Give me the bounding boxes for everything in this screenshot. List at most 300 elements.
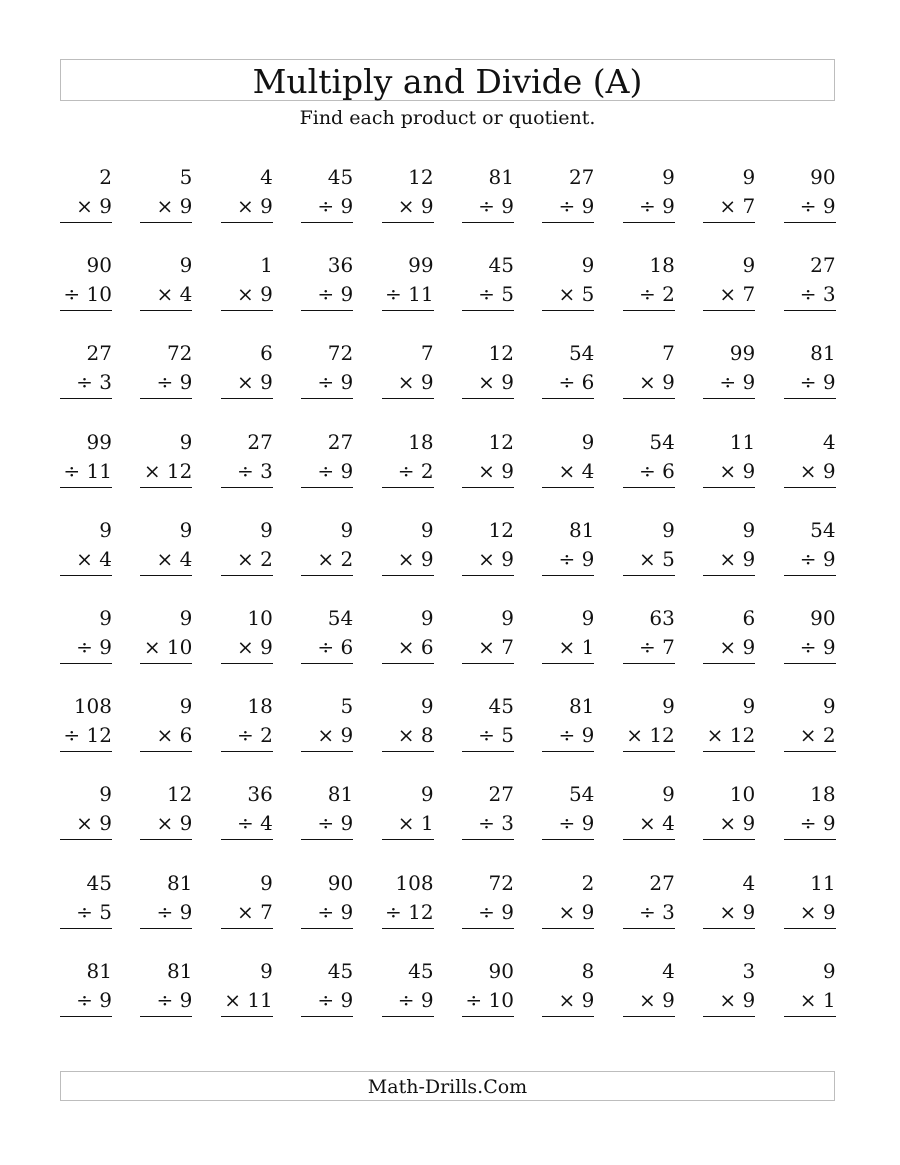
- problem-operator-operand: × 9: [76, 194, 112, 218]
- answer-line: [703, 1016, 755, 1017]
- problem-operand-top: 11: [729, 429, 756, 454]
- answer-line: [462, 1016, 514, 1017]
- math-problem: [623, 341, 675, 401]
- problem-operator-operand: × 2: [317, 546, 354, 571]
- math-problem: [784, 782, 836, 842]
- math-problem: [382, 959, 434, 1019]
- answer-line: [623, 751, 675, 752]
- math-problem: [542, 341, 594, 401]
- problem-operator-operand: × 9: [719, 635, 756, 659]
- problem-operator-operand: × 9: [236, 194, 273, 218]
- problem-operand-top: 6: [260, 341, 273, 366]
- answer-line: [703, 398, 755, 399]
- math-problem: [301, 871, 353, 931]
- math-problem: [140, 606, 192, 666]
- problem-operand-top: 72: [488, 870, 514, 895]
- answer-line: [703, 839, 755, 840]
- math-problem: [784, 341, 836, 401]
- problem-operand-top: 99: [729, 341, 756, 366]
- problem-operator-operand: ÷ 5: [478, 282, 514, 307]
- math-problem: [623, 430, 675, 490]
- problem-operator-operand: × 9: [638, 987, 675, 1012]
- math-problem: [60, 165, 112, 225]
- answer-line: [60, 310, 112, 311]
- answer-line: [703, 928, 755, 929]
- math-problem: [382, 518, 434, 578]
- problem-operator-operand: × 8: [397, 723, 434, 748]
- math-problem: [703, 253, 755, 313]
- problem-operator-operand: × 2: [236, 546, 273, 571]
- problem-operator-operand: ÷ 9: [799, 811, 836, 836]
- problem-operand-top: 36: [327, 253, 354, 278]
- problem-operator-operand: ÷ 9: [156, 987, 193, 1012]
- answer-line: [784, 575, 836, 576]
- answer-line: [542, 663, 594, 664]
- problem-operand-top: 5: [340, 694, 354, 719]
- problem-operator-operand: × 11: [224, 987, 273, 1012]
- math-problem: [784, 871, 836, 931]
- problem-operator-operand: × 5: [638, 546, 675, 571]
- problem-operator-operand: ÷ 9: [76, 987, 112, 1012]
- math-problem: [60, 341, 112, 401]
- answer-line: [60, 398, 112, 399]
- problem-operator-operand: ÷ 9: [317, 194, 354, 218]
- problem-operator-operand: ÷ 12: [385, 899, 434, 924]
- math-problem: [221, 606, 273, 666]
- math-problem: [542, 959, 594, 1019]
- math-problem: [703, 165, 755, 225]
- answer-line: [382, 310, 434, 311]
- answer-line: [301, 222, 353, 223]
- answer-line: [382, 928, 434, 929]
- math-problem: [462, 430, 514, 490]
- answer-line: [60, 575, 112, 576]
- problem-operand-top: 45: [408, 958, 434, 983]
- problem-operator-operand: × 7: [719, 194, 756, 218]
- answer-line: [462, 839, 514, 840]
- math-problem: [784, 430, 836, 490]
- answer-line: [382, 487, 434, 488]
- answer-line: [382, 222, 434, 223]
- problem-operand-top: 9: [179, 517, 193, 542]
- answer-line: [703, 663, 755, 664]
- problem-operator-operand: × 12: [626, 723, 675, 748]
- answer-line: [140, 663, 192, 664]
- answer-line: [784, 398, 836, 399]
- problem-operator-operand: × 9: [76, 811, 112, 836]
- problem-operator-operand: × 9: [156, 811, 193, 836]
- problem-operator-operand: ÷ 9: [76, 635, 112, 659]
- answer-line: [60, 1016, 112, 1017]
- problem-operator-operand: ÷ 9: [397, 987, 434, 1012]
- problem-operand-top: 12: [408, 165, 434, 189]
- problem-operator-operand: ÷ 9: [317, 282, 354, 307]
- answer-line: [382, 839, 434, 840]
- math-problem: [462, 341, 514, 401]
- problem-operand-top: 36: [247, 782, 273, 807]
- answer-line: [623, 1016, 675, 1017]
- problem-operator-operand: × 9: [397, 194, 434, 218]
- problem-operand-top: 2: [581, 870, 595, 895]
- problem-operand-top: 8: [581, 958, 595, 983]
- problem-operand-top: 45: [327, 958, 354, 983]
- problem-operand-top: 108: [73, 694, 112, 719]
- problem-operator-operand: ÷ 9: [799, 635, 836, 659]
- math-problem: [140, 871, 192, 931]
- math-problem: [60, 430, 112, 490]
- answer-line: [60, 487, 112, 488]
- problem-operand-top: 99: [408, 253, 434, 278]
- math-problem: [703, 782, 755, 842]
- math-problem: [140, 165, 192, 225]
- problem-operator-operand: ÷ 2: [236, 723, 273, 748]
- problem-operand-top: 18: [247, 694, 273, 719]
- problem-operand-top: 9: [662, 165, 675, 189]
- answer-line: [542, 222, 594, 223]
- math-problem: [221, 518, 273, 578]
- answer-line: [462, 663, 514, 664]
- problem-operator-operand: ÷ 3: [76, 370, 112, 395]
- answer-line: [703, 487, 755, 488]
- problem-operator-operand: × 4: [638, 811, 675, 836]
- problem-operator-operand: × 9: [799, 458, 836, 483]
- problem-operand-top: 11: [810, 870, 836, 895]
- problem-operand-top: 81: [568, 694, 595, 719]
- problem-operand-top: 27: [488, 782, 514, 807]
- problem-operand-top: 9: [260, 870, 273, 895]
- problem-operand-top: 72: [327, 341, 354, 366]
- problem-operator-operand: ÷ 9: [719, 370, 756, 395]
- problem-operand-top: 45: [488, 694, 514, 719]
- problem-operand-top: 54: [568, 341, 595, 366]
- math-problem: [623, 518, 675, 578]
- problem-operand-top: 9: [340, 517, 354, 542]
- problem-operator-operand: ÷ 11: [385, 282, 434, 307]
- problem-operand-top: 9: [662, 694, 675, 719]
- math-problem: [60, 871, 112, 931]
- problem-operator-operand: ÷ 3: [478, 811, 514, 836]
- math-problem: [542, 694, 594, 754]
- answer-line: [60, 663, 112, 664]
- problem-operator-operand: ÷ 9: [478, 899, 514, 924]
- math-problem: [60, 606, 112, 666]
- problem-operand-top: 9: [420, 517, 434, 542]
- problem-operand-top: 1: [260, 253, 273, 278]
- problem-operator-operand: ÷ 9: [317, 811, 354, 836]
- problem-operand-top: 90: [327, 870, 354, 895]
- problem-operand-top: 81: [166, 870, 193, 895]
- answer-line: [221, 398, 273, 399]
- answer-line: [140, 1016, 192, 1017]
- problem-operand-top: 90: [810, 165, 836, 189]
- math-problem: [140, 430, 192, 490]
- problem-operator-operand: ÷ 9: [317, 370, 354, 395]
- problem-operator-operand: × 6: [156, 723, 193, 748]
- math-problem: [301, 694, 353, 754]
- math-problem: [301, 253, 353, 313]
- math-problem: [382, 165, 434, 225]
- answer-line: [140, 398, 192, 399]
- problem-operand-top: 27: [649, 870, 675, 895]
- problem-operand-top: 54: [568, 782, 595, 807]
- problem-operand-top: 108: [395, 870, 434, 895]
- problem-operator-operand: × 4: [76, 546, 112, 571]
- answer-line: [221, 487, 273, 488]
- math-problem: [301, 165, 353, 225]
- problem-operator-operand: ÷ 5: [76, 899, 112, 924]
- problem-operator-operand: × 6: [397, 635, 434, 659]
- problem-operator-operand: × 9: [719, 899, 756, 924]
- math-problem: [784, 959, 836, 1019]
- problem-operator-operand: ÷ 2: [638, 282, 675, 307]
- answer-line: [382, 1016, 434, 1017]
- problem-operator-operand: ÷ 10: [465, 987, 514, 1012]
- answer-line: [140, 575, 192, 576]
- problem-operator-operand: × 9: [558, 899, 595, 924]
- problem-operator-operand: ÷ 9: [558, 811, 595, 836]
- math-problem: [542, 253, 594, 313]
- problem-operand-top: 18: [408, 429, 434, 454]
- problem-operand-top: 81: [86, 958, 112, 983]
- answer-line: [221, 928, 273, 929]
- math-problem: [221, 959, 273, 1019]
- problem-operand-top: 4: [822, 429, 836, 454]
- math-problem: [60, 518, 112, 578]
- math-problem: [462, 694, 514, 754]
- math-problem: [703, 694, 755, 754]
- problem-operand-top: 27: [86, 341, 112, 366]
- answer-line: [221, 751, 273, 752]
- math-problem: [542, 518, 594, 578]
- answer-line: [301, 839, 353, 840]
- problem-operator-operand: ÷ 9: [317, 899, 354, 924]
- answer-line: [462, 310, 514, 311]
- problem-operand-top: 9: [822, 958, 836, 983]
- math-problem: [703, 871, 755, 931]
- problem-operand-top: 9: [581, 253, 595, 278]
- answer-line: [623, 487, 675, 488]
- math-problem: [784, 253, 836, 313]
- problem-operand-top: 6: [742, 606, 756, 630]
- answer-line: [301, 398, 353, 399]
- problem-operand-top: 9: [179, 429, 193, 454]
- problem-operand-top: 45: [327, 165, 354, 189]
- problem-operand-top: 2: [99, 165, 112, 189]
- problem-operand-top: 9: [179, 253, 193, 278]
- answer-line: [542, 487, 594, 488]
- problem-operator-operand: ÷ 9: [558, 546, 595, 571]
- problem-operand-top: 9: [742, 253, 756, 278]
- math-problem: [60, 694, 112, 754]
- math-problem: [623, 694, 675, 754]
- problem-operand-top: 9: [742, 517, 756, 542]
- math-problem: [703, 430, 755, 490]
- answer-line: [140, 751, 192, 752]
- math-problem: [703, 518, 755, 578]
- answer-line: [140, 487, 192, 488]
- problem-operator-operand: × 4: [156, 546, 193, 571]
- math-problem: [623, 606, 675, 666]
- answer-line: [623, 575, 675, 576]
- answer-line: [462, 398, 514, 399]
- answer-line: [623, 928, 675, 929]
- answer-line: [542, 839, 594, 840]
- problem-operand-top: 9: [420, 694, 434, 719]
- problem-operator-operand: × 9: [478, 370, 514, 395]
- problem-operator-operand: ÷ 6: [558, 370, 595, 395]
- problem-operator-operand: × 9: [719, 546, 756, 571]
- answer-line: [703, 222, 755, 223]
- problem-operand-top: 9: [742, 165, 756, 189]
- answer-line: [703, 310, 755, 311]
- problem-operator-operand: ÷ 9: [558, 723, 595, 748]
- answer-line: [623, 663, 675, 664]
- math-problem: [623, 253, 675, 313]
- problem-operand-top: 90: [810, 606, 836, 630]
- problem-operator-operand: ÷ 7: [638, 635, 675, 659]
- problem-operand-top: 45: [488, 253, 514, 278]
- math-problem: [784, 518, 836, 578]
- problem-operator-operand: × 7: [236, 899, 273, 924]
- problem-operand-top: 9: [99, 517, 112, 542]
- problem-operand-top: 9: [662, 517, 675, 542]
- answer-line: [221, 310, 273, 311]
- answer-line: [301, 663, 353, 664]
- problem-operand-top: 27: [327, 429, 354, 454]
- math-problem: [140, 341, 192, 401]
- math-problem: [382, 341, 434, 401]
- problem-operator-operand: ÷ 3: [799, 282, 836, 307]
- problem-operator-operand: × 1: [799, 987, 836, 1012]
- problem-operand-top: 81: [327, 782, 354, 807]
- problem-operator-operand: × 9: [638, 370, 675, 395]
- math-problem: [301, 959, 353, 1019]
- problem-operand-top: 63: [649, 606, 675, 630]
- math-problem: [301, 430, 353, 490]
- answer-line: [301, 751, 353, 752]
- problem-operand-top: 54: [327, 606, 354, 630]
- answer-line: [301, 928, 353, 929]
- math-problem: [301, 782, 353, 842]
- answer-line: [382, 663, 434, 664]
- problem-operator-operand: × 7: [478, 635, 514, 659]
- answer-line: [301, 575, 353, 576]
- math-problem: [140, 782, 192, 842]
- answer-line: [60, 751, 112, 752]
- math-problem: [462, 606, 514, 666]
- problem-operand-top: 27: [247, 429, 273, 454]
- math-problem: [784, 606, 836, 666]
- answer-line: [140, 310, 192, 311]
- problem-operand-top: 9: [662, 782, 675, 807]
- answer-line: [784, 222, 836, 223]
- problem-operator-operand: ÷ 6: [317, 635, 354, 659]
- problem-operator-operand: × 9: [317, 723, 354, 748]
- problem-operator-operand: × 9: [397, 370, 434, 395]
- math-problem: [462, 959, 514, 1019]
- math-problem: [542, 606, 594, 666]
- problem-operator-operand: × 9: [236, 282, 273, 307]
- problem-operand-top: 90: [86, 253, 112, 278]
- math-problem: [382, 430, 434, 490]
- problem-operator-operand: × 1: [558, 635, 595, 659]
- problem-operand-top: 9: [420, 782, 434, 807]
- math-problem: [221, 165, 273, 225]
- answer-line: [542, 398, 594, 399]
- math-problem: [221, 694, 273, 754]
- problem-operand-top: 54: [810, 517, 836, 542]
- answer-line: [221, 1016, 273, 1017]
- problem-operator-operand: × 9: [799, 899, 836, 924]
- answer-line: [542, 575, 594, 576]
- problem-operand-top: 12: [488, 341, 514, 366]
- math-problem: [301, 606, 353, 666]
- math-problem: [221, 253, 273, 313]
- math-problem: [703, 959, 755, 1019]
- answer-line: [623, 398, 675, 399]
- math-problem: [221, 782, 273, 842]
- answer-line: [784, 751, 836, 752]
- problem-operator-operand: × 4: [156, 282, 193, 307]
- problem-operand-top: 12: [166, 782, 193, 807]
- math-problem: [221, 430, 273, 490]
- answer-line: [784, 928, 836, 929]
- answer-line: [221, 575, 273, 576]
- problem-operator-operand: ÷ 10: [63, 282, 112, 307]
- problem-operand-top: 10: [729, 782, 756, 807]
- problem-operator-operand: × 9: [719, 811, 756, 836]
- problem-operator-operand: × 5: [558, 282, 595, 307]
- answer-line: [301, 310, 353, 311]
- problem-operand-top: 81: [166, 958, 193, 983]
- math-problem: [221, 341, 273, 401]
- answer-line: [784, 310, 836, 311]
- problem-operator-operand: ÷ 3: [236, 458, 273, 483]
- problem-operator-operand: ÷ 9: [799, 370, 836, 395]
- problem-operator-operand: × 9: [719, 458, 756, 483]
- problem-operand-top: 27: [810, 253, 836, 278]
- answer-line: [462, 751, 514, 752]
- problem-operand-top: 54: [649, 429, 675, 454]
- problem-operator-operand: × 9: [478, 458, 514, 483]
- math-problem: [60, 959, 112, 1019]
- problem-operand-top: 12: [488, 429, 514, 454]
- answer-line: [784, 487, 836, 488]
- math-problem: [382, 253, 434, 313]
- problem-operand-top: 4: [260, 165, 273, 189]
- problem-operator-operand: × 1: [397, 811, 434, 836]
- answer-line: [60, 839, 112, 840]
- problem-operand-top: 90: [488, 958, 514, 983]
- math-problem: [703, 341, 755, 401]
- problem-operand-top: 4: [662, 958, 675, 983]
- math-problem: [462, 165, 514, 225]
- answer-line: [301, 487, 353, 488]
- answer-line: [221, 222, 273, 223]
- problem-operator-operand: ÷ 9: [799, 194, 836, 218]
- math-problem: [623, 959, 675, 1019]
- math-problem: [462, 518, 514, 578]
- problem-operand-top: 27: [568, 165, 595, 189]
- answer-line: [542, 751, 594, 752]
- problem-operand-top: 9: [822, 694, 836, 719]
- problem-operand-top: 10: [247, 606, 273, 630]
- problem-operand-top: 72: [166, 341, 193, 366]
- math-problem: [784, 165, 836, 225]
- math-problem: [462, 871, 514, 931]
- problem-operator-operand: × 2: [799, 723, 836, 748]
- answer-line: [542, 310, 594, 311]
